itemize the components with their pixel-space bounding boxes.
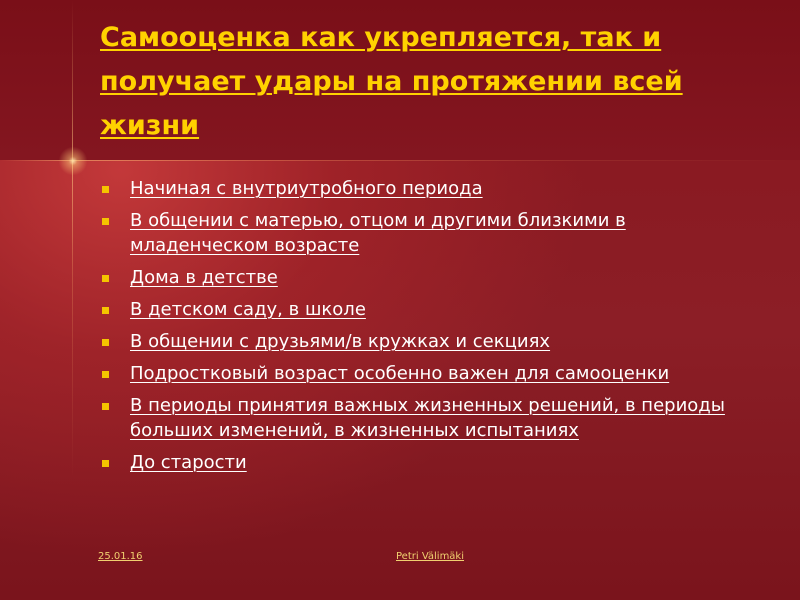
- decorative-horizontal-line: [0, 160, 800, 161]
- square-bullet-icon: [102, 403, 109, 410]
- bullet-item-school: [102, 297, 752, 322]
- bullet-text: В общении с друзьями/в кружках и секциях: [130, 331, 551, 352]
- square-bullet-icon: [102, 371, 109, 378]
- bullet-item-home: [102, 265, 752, 290]
- bullet-item-old-age: [102, 450, 752, 475]
- square-bullet-icon: [102, 460, 109, 467]
- footer-date: 25.01.16: [98, 551, 143, 562]
- sparkle-icon: [56, 144, 90, 178]
- footer-author: Petri Välimäki: [396, 551, 465, 562]
- bullet-text: В детском саду, в школе: [130, 299, 366, 320]
- square-bullet-icon: [102, 275, 109, 282]
- bullet-item-infancy: [102, 208, 752, 258]
- bullet-item-adolescence: [102, 361, 752, 386]
- decorative-vertical-line: [72, 0, 73, 600]
- square-bullet-icon: [102, 186, 109, 193]
- square-bullet-icon: [102, 339, 109, 346]
- square-bullet-icon: [102, 307, 109, 314]
- slide-title: Самооценка как укрепляется, так и получает удары на протяжении всей жизни: [100, 22, 683, 141]
- bullet-text: В периоды принятия важных жизненных решений, в периоды больших изменений, в жизненных испытаниях: [130, 395, 725, 441]
- bullet-item-prenatal: [102, 176, 752, 201]
- bullet-item-life-decisions: [102, 393, 752, 443]
- bullet-list: [102, 176, 752, 482]
- bullet-text: В общении с матерью, отцом и другими близкими в младенческом возрасте: [130, 210, 626, 256]
- bullet-text: Дома в детстве: [130, 267, 278, 288]
- bullet-text: Начиная с внутриутробного периода: [130, 178, 483, 199]
- bullet-text: До старости: [130, 452, 247, 473]
- bullet-item-friends: [102, 329, 752, 354]
- square-bullet-icon: [102, 218, 109, 225]
- bullet-text: Подростковый возраст особенно важен для самооценки: [130, 363, 670, 384]
